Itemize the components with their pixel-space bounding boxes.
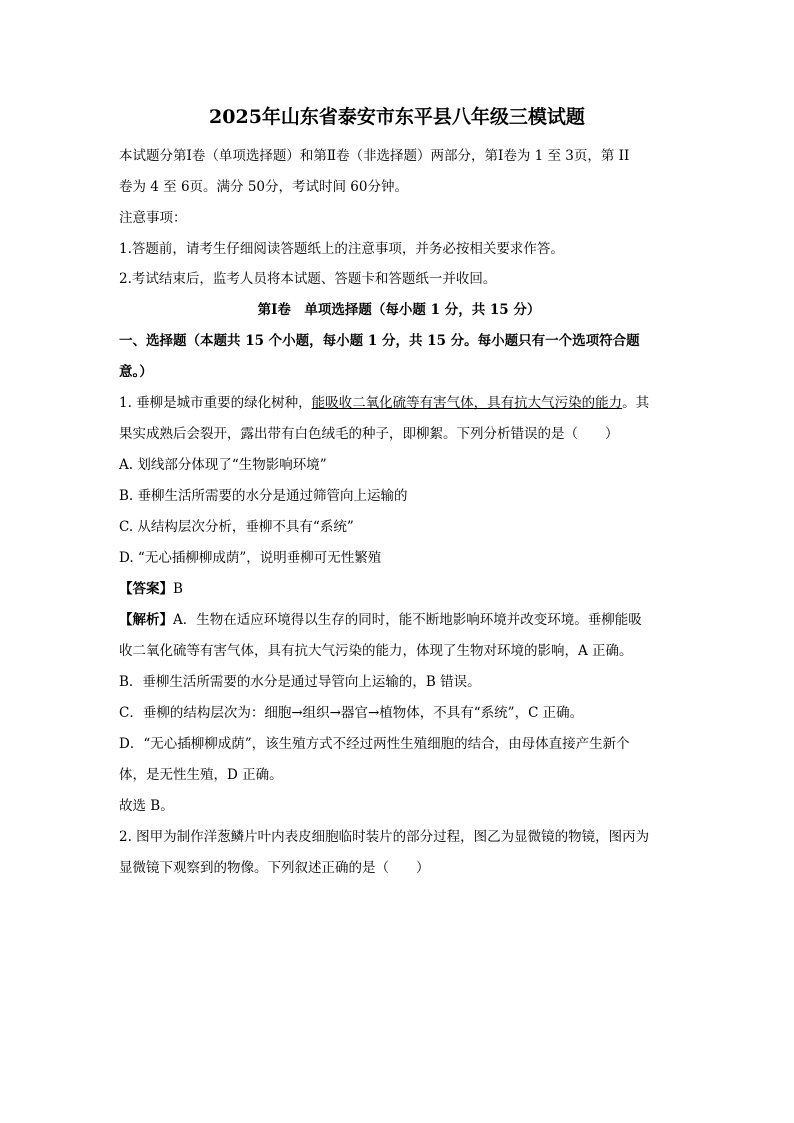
q2-stem-line-2: 显微镜下观察到的物像。下列叙述正确的是（ ） [119,860,430,876]
intro-line-1: 本试题分第Ⅰ卷（单项选择题）和第Ⅱ卷（非选择题）两部分，第Ⅰ卷为 1 至 3页，第 II [119,148,630,164]
q1-stem-line-2: 果实成熟后会裂开，露出带有白色绒毛的种子，即柳絮。下列分析错误的是（ ） [119,426,619,442]
q1-analysis-c: C．垂柳的结构层次为：细胞→组织→器官→植物体，不具有“系统”，C 正确。 [119,705,584,721]
q1-option-a: A. 划线部分体现了“生物影响环境” [119,457,327,473]
q1-stem-post: 。其 [622,395,650,411]
q1-analysis-b: B．垂柳生活所需要的水分是通过导管向上运输的，B 错误。 [119,674,481,690]
q1-analysis-d-line-1: D．“无心插柳柳成荫”，该生殖方式不经过两性生殖细胞的结合，由母体直接产生新个 [119,736,630,752]
q1-analysis-text-1: A．生物在适应环境得以生存的同时，能不断地影响环境并改变环境。垂柳能吸 [173,612,642,628]
page-title: 2025年山东省泰安市东平县八年级三模试题 [209,106,585,128]
q1-option-d: D. “无心插柳柳成荫”，说明垂柳可无性繁殖 [119,550,382,566]
intro-line-2: 卷为 4 至 6页。满分 50分，考试时间 60分钟。 [119,179,408,195]
notes-item-2: 2.考试结束后，监考人员将本试题、答题卡和答题纸一并收回。 [119,271,497,287]
section-heading: 第Ⅰ卷 单项选择题（每小题 1 分，共 15 分） [257,302,541,318]
q1-analysis-label: 【解析】 [119,612,173,628]
q1-option-b: B. 垂柳生活所需要的水分是通过筛管向上运输的 [119,488,408,504]
notes-item-1: 1.答题前，请考生仔细阅读答题纸上的注意事项，并务必按相关要求作答。 [119,241,564,257]
section-instruction-line-1: 一、选择题（本题共 15 个小题，每小题 1 分，共 15 分。每小题只有一个选项符合题 [119,333,640,349]
q1-conclusion: 故选 B。 [119,798,174,814]
q1-answer-value: B [173,581,183,597]
q1-stem-line-1 [119,394,679,412]
q1-analysis-line-1 [119,611,679,629]
q1-answer [119,580,679,598]
q1-analysis-line-2: 收二氧化硫等有害气体，具有抗大气污染的能力，体现了生物对环境的影响，A 正确。 [119,643,633,659]
q1-answer-label: 【答案】 [119,581,173,597]
q2-stem-line-1: 2. 图甲为制作洋葱鳞片叶内表皮细胞临时装片的部分过程，图乙为显微镜的物镜，图丙为 [119,829,650,845]
notes-heading: 注意事项： [119,210,187,226]
section-instruction-line-2: 意。） [119,364,153,380]
q1-option-c: C. 从结构层次分析，垂柳不具有“系统” [119,519,354,535]
q1-stem-underlined: 能吸收二氧化硫等有害气体，具有抗大气污染的能力 [311,395,623,411]
q1-analysis-d-line-2: 体，是无性生殖，D 正确。 [119,767,283,783]
q1-stem-pre: 1. 垂柳是城市重要的绿化树种， [119,395,312,411]
